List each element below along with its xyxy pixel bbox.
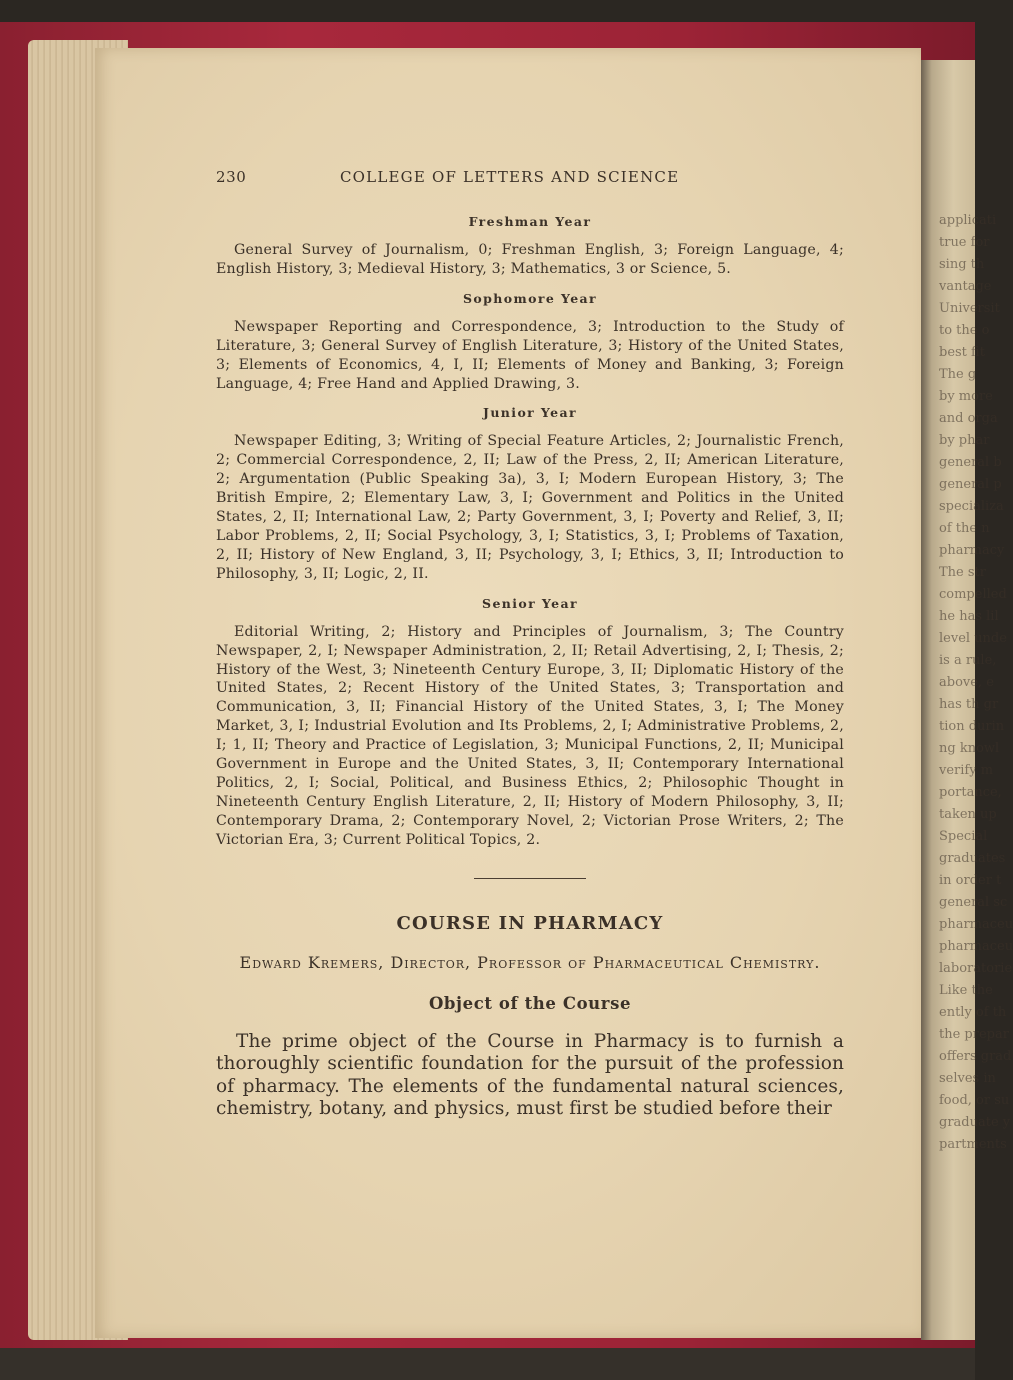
page-number: 230: [216, 168, 247, 186]
facing-page-line: tion durin: [939, 719, 1005, 734]
facing-page-line: by more: [939, 389, 993, 404]
facing-page-line: The str: [939, 565, 986, 580]
running-title: COLLEGE OF LETTERS AND SCIENCE: [340, 168, 680, 186]
facing-page-line: true for: [939, 235, 990, 250]
bottom-shadow: [0, 1348, 975, 1380]
facing-page-line: above, e: [939, 675, 994, 690]
senior-section: [216, 596, 844, 850]
course-list: Newspaper Editing, 3; Writing of Special Feature Articles, 2; Journalistic French, 2; Commercial Correspondence, 2, II; Law of the Press, 2, II; American Literature, 2; Argumentation (Public Speaking 3a), 3, I; Modern European History, 3; The British Empire, 2; Elementary Law, 3, I; Government and Politics in the United States, 2, II; International Law, 2; Party Government, 3, I; Poverty and Relief, 3, II; Labor Problems, 2, II; Social Psychology, 3, I; Statistics, 3, I; Problems of Taxation, 2, II; History of New England, 3, II; Psychology, 3, I; Ethics, 3, II; Introduction to Philosophy, 3, II; Logic, 2, II.: [216, 433, 844, 582]
facing-page-line: general p: [939, 477, 1002, 492]
facing-page-line: partments: [939, 1137, 1007, 1152]
facing-page-line: is a rule,: [939, 653, 997, 668]
course-list: General Survey of Journalism, 0; Freshman English, 3; Foreign Language, 4; English History, 3; Medieval History, 3; Mathematics, 3 or Science, 5.: [216, 242, 844, 277]
facing-page-line: general b: [939, 455, 1002, 470]
facing-page-line: of the n: [939, 521, 990, 536]
facing-page-line: sing th: [939, 257, 985, 272]
facing-page-line: and orga: [939, 411, 998, 426]
facing-page-line: ng knowl: [939, 741, 1000, 756]
facing-page-line: vantage: [939, 279, 992, 294]
running-head: [216, 168, 844, 186]
sophomore-section: [216, 291, 844, 394]
page-content: [216, 168, 844, 1121]
facing-page-line: graduate y: [939, 1115, 1011, 1130]
course-list: Newspaper Reporting and Correspondence, 3; Introduction to the Study of Literature, 3; General Survey of English Literature, 3; History of the United States, 3; Elements of Economics, 4, I, II; Elements of Money and Banking, 3; Foreign Language, 4; Free Hand and Applied Drawing, 3.: [216, 318, 844, 392]
object-heading: Object of the Course: [428, 993, 632, 1013]
facing-page-line: Universit: [939, 301, 1000, 316]
facing-page-line: pharmaceu: [939, 939, 1013, 954]
facing-page-line: ently of th: [939, 1005, 1007, 1020]
freshman-section: [216, 214, 844, 279]
facing-page-line: he has lil: [939, 609, 999, 624]
facing-page-line: pharmacy: [939, 543, 1005, 558]
facing-page-line: the prepar: [939, 1027, 1009, 1042]
facing-page-line: taken up: [939, 807, 997, 822]
director-line: Edward Kremers, Director, Professor of Pharmaceutical Chemistry.: [239, 952, 821, 972]
facing-page-line: compelled: [939, 587, 1007, 602]
pharmacy-title: COURSE IN PHARMACY: [396, 912, 664, 934]
year-heading: Junior Year: [483, 405, 577, 421]
facing-page-line: to the o: [939, 323, 990, 338]
facing-page: [921, 60, 1013, 1340]
facing-page-line: The g: [939, 367, 977, 382]
year-heading: Sophomore Year: [462, 290, 598, 306]
facing-page-line: level unde: [939, 631, 1007, 646]
facing-page-line: food, or su: [939, 1093, 1010, 1108]
facing-page-text: [921, 60, 1013, 1156]
facing-page-line: offers grad: [939, 1049, 1012, 1064]
facing-page-line: in order t: [939, 873, 1002, 888]
facing-page-line: specializa: [939, 499, 1004, 514]
facing-page-line: Special: [939, 829, 988, 844]
facing-page-line: graduates: [939, 851, 1006, 866]
year-heading: Freshman Year: [468, 214, 592, 229]
section-divider: [474, 878, 586, 879]
facing-page-line: verify m: [939, 763, 994, 778]
facing-page-line: laboratorie: [939, 961, 1013, 976]
facing-page-line: by phar: [939, 433, 990, 448]
facing-page-line: best fit: [939, 345, 985, 360]
course-list: Editorial Writing, 2; History and Principles of Journalism, 3; The Country Newspaper, 2, I; Newspaper Administration, 2, II; Retail Advertising, 2, I; Thesis, 2; History of the West, 3; Nineteenth Century Europe, 3, II; Diplomatic History of the United States, 2; Recent History of the United States, 3; Transportation and Communication, 3, II; Financial History of the United States, 3, I; The Money Market, 3, I; Industrial Evolution and Its Problems, 2, I; Administrative Problems, 2, I; 1, II; Theory and Practice of Legislation, 3; Municipal Functions, 2, II; Municipal Government in Europe and the United States, 3, II; Contemporary International Politics, 2, I; Social, Political, and Business Ethics, 2; Philosophic Thought in Nineteenth Century English Literature, 2, II; History of Modern Philosophy, 3, II; Contemporary Drama, 2; Contemporary Novel, 2; Victorian Prose Writers, 2; The Victorian Era, 3; Current Political Topics, 2.: [216, 623, 844, 848]
pharmacy-body: The prime object of the Course in Pharmacy is to furnish a thoroughly scientific foundation for the pursuit of the profession of pharmacy. The elements of the fundamental natural sciences, chemistry, botany, and physics, must first be studied before their: [216, 1030, 844, 1120]
year-heading: Senior Year: [482, 595, 578, 611]
facing-page-line: Like the: [939, 983, 993, 998]
facing-page-line: has th gr: [939, 697, 999, 712]
facing-page-line: applicati: [939, 213, 997, 228]
facing-page-line: selves in: [939, 1071, 996, 1086]
facing-page-line: portance,: [939, 785, 1002, 800]
facing-page-line: pharmaceu: [939, 917, 1013, 932]
junior-section: [216, 405, 844, 583]
facing-page-line: general sc: [939, 895, 1008, 910]
